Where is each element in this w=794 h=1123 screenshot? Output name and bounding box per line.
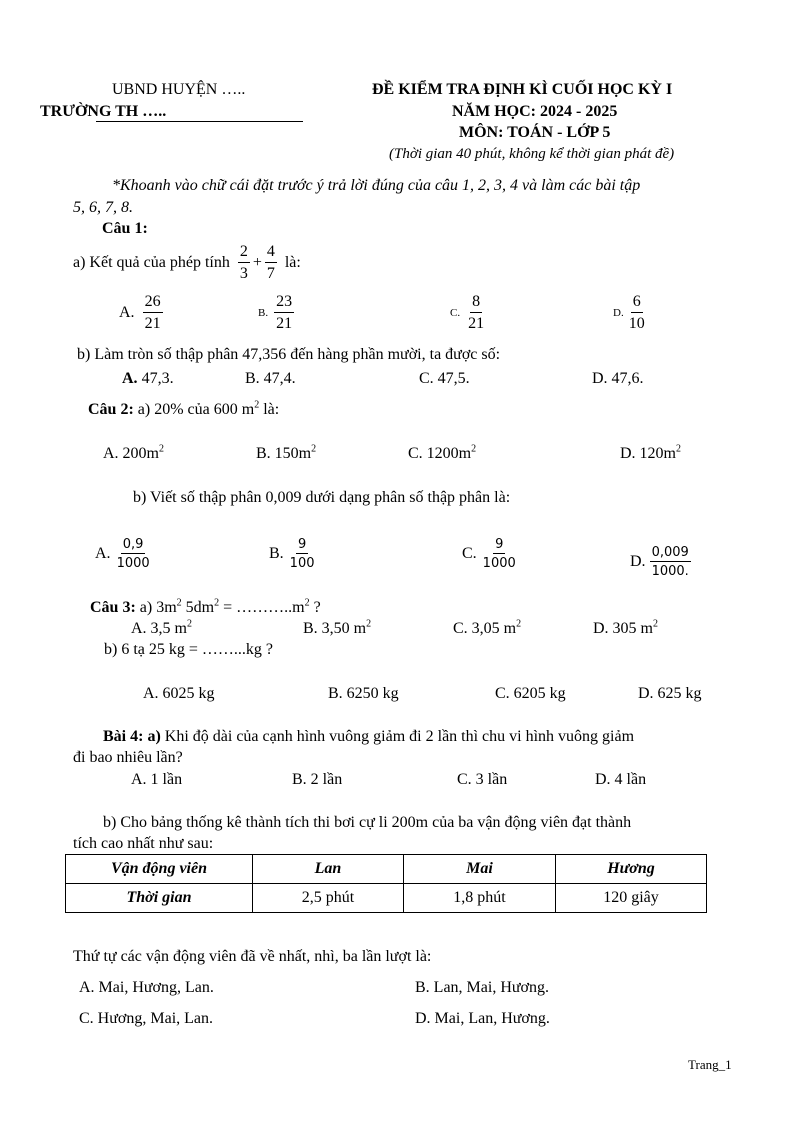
q2b-option-d[interactable]	[630, 538, 691, 586]
q1b-option-b[interactable]: B. 47,4.	[245, 370, 296, 387]
option-fraction	[466, 294, 486, 332]
q4a-option-c[interactable]: C. 3 lần	[457, 771, 508, 788]
option-num: 0,9	[122, 537, 144, 552]
q1-title: Câu 1:	[102, 220, 148, 237]
q3a-prompt: Câu 3: a) $3m^2$ $5dm^2$ = $\dots\dots\dots..m^2$ ?	[90, 597, 321, 616]
q4a-prompt: Bài 4: a) Khi độ dài của cạnh hình vuông giảm đi 2 lần thì chu vi hình vuông giảm	[103, 728, 635, 745]
q2b-option-b[interactable]	[269, 530, 317, 578]
q3b-option-a[interactable]: A. 6025 kg	[143, 685, 215, 702]
q1a-fraction-1	[238, 244, 250, 282]
q2a-option-b[interactable]: B. $150m^2$	[256, 443, 317, 462]
school-underline	[96, 121, 303, 122]
option-fraction	[288, 538, 317, 570]
page-number: Trang_1	[688, 1057, 732, 1072]
option-label: A.	[119, 303, 135, 321]
q2-title: Câu 2:	[88, 401, 134, 418]
q2a-sup: 2	[254, 399, 260, 411]
table-row	[66, 884, 707, 913]
q1a-option-c[interactable]	[450, 290, 486, 336]
q4b-prompt: b) Cho bảng thống kê thành tích thi bơi cự li 200m của ba vận động viên đạt thành	[103, 814, 632, 831]
q1a-den2: 7	[266, 265, 275, 282]
q2b-option-c[interactable]	[462, 530, 518, 578]
table-header-row	[66, 855, 707, 884]
q3a-option-a[interactable]: A. 3,5 $m^2$	[131, 618, 192, 637]
q4b-option-b[interactable]: B. Lan, Mai, Hương.	[415, 979, 550, 996]
option-fraction	[274, 294, 294, 332]
q2a-text: a) 20% của 600 m	[137, 401, 255, 418]
table-cell: 120 giây	[556, 884, 707, 913]
table-cell: 2,5 phút	[253, 884, 404, 913]
school-label: TRƯỜNG TH …..	[40, 103, 167, 120]
q1a-option-d[interactable]	[613, 290, 647, 336]
q1a-num2: 4	[265, 244, 277, 263]
table-header-cell: Vận động viên	[66, 855, 253, 884]
q1b-option-c[interactable]: C. 47,5.	[419, 370, 470, 387]
option-label: D.	[630, 552, 646, 570]
q1b-prompt: b) Làm tròn số thập phân 47,356 đến hàng phần mười, ta được số:	[77, 346, 501, 363]
q1b-option-d[interactable]: D. 47,6.	[592, 370, 644, 387]
q1a-operator: +	[252, 253, 262, 271]
option-label: B.	[269, 544, 284, 562]
q4b-option-c[interactable]: C. Hương, Mai, Lan.	[79, 1010, 214, 1027]
option-fraction	[481, 538, 518, 570]
subject-grade: MÔN: TOÁN - LỚP 5	[459, 124, 611, 141]
instruction-line2: 5, 6, 7, 8.	[73, 199, 133, 216]
option-num: 23	[274, 294, 294, 313]
q4b-prompt-line2: tích cao nhất như sau:	[73, 835, 214, 852]
table-cell: 1,8 phút	[404, 884, 556, 913]
q2b-prompt: b) Viết số thập phân 0,009 dưới dạng phân số thập phân là:	[133, 489, 511, 506]
option-num: 9	[297, 537, 307, 552]
option-den: 100	[289, 556, 315, 571]
q4a-option-b[interactable]: B. 2 lần	[292, 771, 343, 788]
option-den: 1000	[116, 556, 150, 571]
option-label: A.	[95, 544, 111, 562]
q1b-option-a[interactable]: A. 47,3.	[122, 370, 174, 387]
q2a-option-a[interactable]: A. $200m^2$	[103, 443, 164, 462]
q1a-prompt	[73, 239, 301, 287]
option-den: 21	[468, 315, 485, 332]
swim-results-table	[65, 854, 707, 913]
instruction-line1: *Khoanh vào chữ cái đặt trước ý trả lời đúng của câu 1, 2, 3, 4 và làm các bài tập	[112, 177, 641, 194]
q2a-option-d[interactable]: D. $120m^2$	[620, 443, 681, 462]
table-header-cell: Hương	[556, 855, 707, 884]
q3a-option-b[interactable]: B. 3,50 $m^2$	[303, 618, 372, 637]
q4a-option-d[interactable]: D. 4 lần	[595, 771, 647, 788]
option-den: 1000.	[651, 564, 689, 579]
q4a-prompt-line2: đi bao nhiêu lần?	[73, 749, 183, 766]
option-num: 9	[495, 537, 504, 552]
option-num: 8	[470, 294, 482, 313]
q2a-prompt	[88, 401, 279, 419]
option-label: C.	[450, 306, 461, 319]
option-num: 6	[631, 294, 643, 313]
q3b-option-d[interactable]: D. 625 kg	[638, 685, 702, 702]
q4b-option-a[interactable]: A. Mai, Hương, Lan.	[79, 979, 214, 996]
q1a-option-b[interactable]	[258, 290, 294, 336]
option-label: C.	[462, 544, 477, 562]
q4-title: Bài 4: a)	[103, 728, 161, 745]
option-label: D.	[613, 306, 624, 319]
q1a-option-a[interactable]	[119, 290, 163, 336]
exam-title: ĐỀ KIỂM TRA ĐỊNH KÌ CUỐI HỌC KỲ I	[372, 81, 673, 98]
q4b-option-d[interactable]: D. Mai, Lan, Hương.	[415, 1010, 550, 1027]
time-note: (Thời gian 40 phút, không kể thời gian phát đề)	[389, 146, 675, 162]
q4b-order-question: Thứ tự các vận động viên đã về nhất, nhì, ba lần lượt là:	[73, 948, 432, 965]
option-den: 21	[276, 315, 293, 332]
q1a-num1: 2	[238, 244, 250, 263]
option-fraction	[650, 546, 691, 578]
q3-title: Câu 3:	[90, 599, 136, 616]
district-label: UBND HUYỆN …..	[112, 81, 246, 98]
q1a-den1: 3	[239, 265, 248, 282]
school-year: NĂM HỌC: 2024 - 2025	[452, 103, 618, 120]
q1a-suffix: là:	[284, 253, 301, 271]
option-fraction	[627, 294, 647, 332]
q4a-option-a[interactable]: A. 1 lần	[131, 771, 183, 788]
option-den: 1000	[482, 556, 516, 571]
q3a-option-d[interactable]: D. 305 $m^2$	[593, 618, 658, 637]
option-fraction	[115, 538, 152, 570]
option-fraction	[143, 294, 163, 332]
option-num: 26	[143, 294, 163, 313]
option-den: 10	[628, 315, 645, 332]
option-num: 0,009	[651, 545, 689, 560]
q3b-option-c[interactable]: C. 6205 kg	[495, 685, 566, 702]
q2a-tail: là:	[259, 401, 280, 418]
q2b-option-a[interactable]	[95, 530, 152, 578]
q3a-option-c[interactable]: C. 3,05 $m^2$	[453, 618, 522, 637]
option-den: 21	[144, 315, 161, 332]
q3b-option-b[interactable]: B. 6250 kg	[328, 685, 399, 702]
q3b-prompt: b) 6 tạ 25 kg = ……...kg ?	[104, 641, 273, 658]
q2a-option-c[interactable]: C. $1200m^2$	[408, 443, 477, 462]
q1a-prefix: a) Kết quả của phép tính	[73, 253, 230, 271]
table-header-cell: Mai	[404, 855, 556, 884]
option-label: B.	[258, 306, 269, 319]
q1a-fraction-2	[265, 244, 277, 282]
table-row-label: Thời gian	[66, 884, 253, 913]
table-header-cell: Lan	[253, 855, 404, 884]
